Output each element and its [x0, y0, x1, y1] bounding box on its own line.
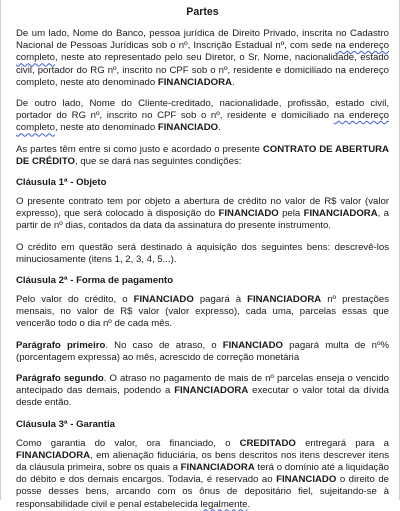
paragraph-first-subsection: [16, 340, 389, 364]
text: . O atraso no pagamento de mais de nº parcelas enseja o vencido antecipado das demais, podendo a: [16, 373, 389, 397]
page-title: Partes: [186, 6, 219, 18]
bold-term: FINANCIADO: [276, 474, 337, 486]
text: , que se dará nas seguintes condições:: [75, 155, 242, 167]
bold-term: FINANCIADO: [218, 208, 279, 220]
bold-term: Parágrafo segundo: [16, 373, 104, 385]
paragraph-agreement: [16, 144, 389, 168]
bold-term: CREDITADO: [239, 437, 296, 449]
text: Como garantia do valor, ora financiado, o: [16, 437, 240, 449]
bold-term: FINANCIADO: [157, 122, 219, 134]
bold-term: Parágrafo primeiro: [16, 339, 106, 351]
text: De outro lado, Nome do Cliente-creditado, nacionalidade, profissão, estado civil, portador do RG nº, inscrito no CPF sob o nº, residente e domiciliado: [16, 98, 389, 122]
bold-term: FINANCIADORA: [180, 462, 255, 474]
bold-term: FINANCIADORA: [303, 208, 378, 220]
bold-term: FINANCIADORA: [174, 385, 249, 397]
text: nº prestações mensais, no valor de R$ valor (valor expresso), cada uma, parcelas essas que vencerão todo o dia nº de cada mês.: [16, 294, 389, 330]
text: . No caso de atraso, o: [105, 339, 223, 351]
text: terá o domínio até a liquidação do débito e dos demais encargos. Todavia, é reservado ao: [16, 462, 389, 486]
spellcheck-underlined-text: legalmente: [200, 498, 248, 510]
text: , neste ato representado pelo seu Diretor, o Sr. Nome, nacionalidade, estado civil, portador do RG nº, inscrito no CPF sob o nº, residente e domiciliado na endereço completo, neste ato denominado: [16, 52, 389, 88]
text: executar o valor total da dívida desde então.: [16, 385, 390, 409]
text: De um lado, Nome do Banco, pessoa jurídica de Direito Privado, inscrita no Cadastro Nacional de Pessoas Jurídicas sob o nº, Inscrição Estadual nº, com sede: [16, 28, 389, 52]
bold-term: FINANCIADO: [133, 294, 194, 306]
bold-term: FINANCIADORA: [157, 76, 232, 88]
text: As partes têm entre si como justo e acordado o presente: [16, 143, 263, 155]
paragraph-credit-destination: O crédito em questão será destinado à aquisição dos seguintes bens: descrevê-los minuciosamente (itens 1, 2, 3, 4, 5...).: [16, 241, 389, 265]
text: o direito de posse desses bens, arcando com os ônus de depositário fiel, sujeitando-se à responsabilidade civil e penal estabelecida: [16, 474, 389, 510]
paragraph-bank-party: [16, 28, 389, 89]
text: entregará para a: [295, 437, 389, 449]
clause-heading-guarantee: Cláusula 3ª - Garantia: [16, 418, 115, 430]
text: pagará à: [193, 294, 248, 306]
text: .: [218, 122, 221, 134]
text: , a partir de nº dias, contados da data da assinatura do presente instrumento.: [16, 208, 390, 232]
bold-term: FINANCIADO: [222, 339, 284, 351]
spellcheck-underlined-text: na endereço completo: [16, 40, 390, 64]
bold-term: CONTRATO DE ABERTURA DE CRÉDITO: [16, 143, 389, 167]
clause-heading-object: Cláusula 1ª - Objeto: [16, 177, 107, 189]
spellcheck-underlined-text: na endereço completo: [16, 110, 389, 134]
text: O presente contrato tem por objeto a abertura de crédito no valor de R$ valor (valor expresso), que será colocado à disposição do: [16, 196, 389, 220]
text: , neste ato denominado: [54, 122, 158, 134]
text: Pelo valor do crédito, o: [16, 294, 134, 306]
text: , em alienação fiduciária, os bens descritos nos itens descrever itens da cláusula primeira, sobre os quais a: [16, 449, 389, 474]
paragraph-client-party: [16, 98, 389, 135]
bold-term: FINANCIADORA: [247, 294, 322, 306]
bold-term: FINANCIADORA: [16, 449, 91, 461]
paragraph-second-subsection: [16, 373, 389, 410]
text: .: [231, 76, 235, 88]
paragraph-object: [16, 196, 389, 233]
text: pela: [278, 208, 304, 220]
paragraph-payment: [16, 294, 389, 331]
clause-heading-payment: Cláusula 2ª - Forma de pagamento: [16, 275, 174, 287]
text: .: [247, 498, 251, 510]
text: pagará multa de nº% (porcentagem expressa) ao mês, acrescido de correção monetária: [16, 339, 389, 363]
